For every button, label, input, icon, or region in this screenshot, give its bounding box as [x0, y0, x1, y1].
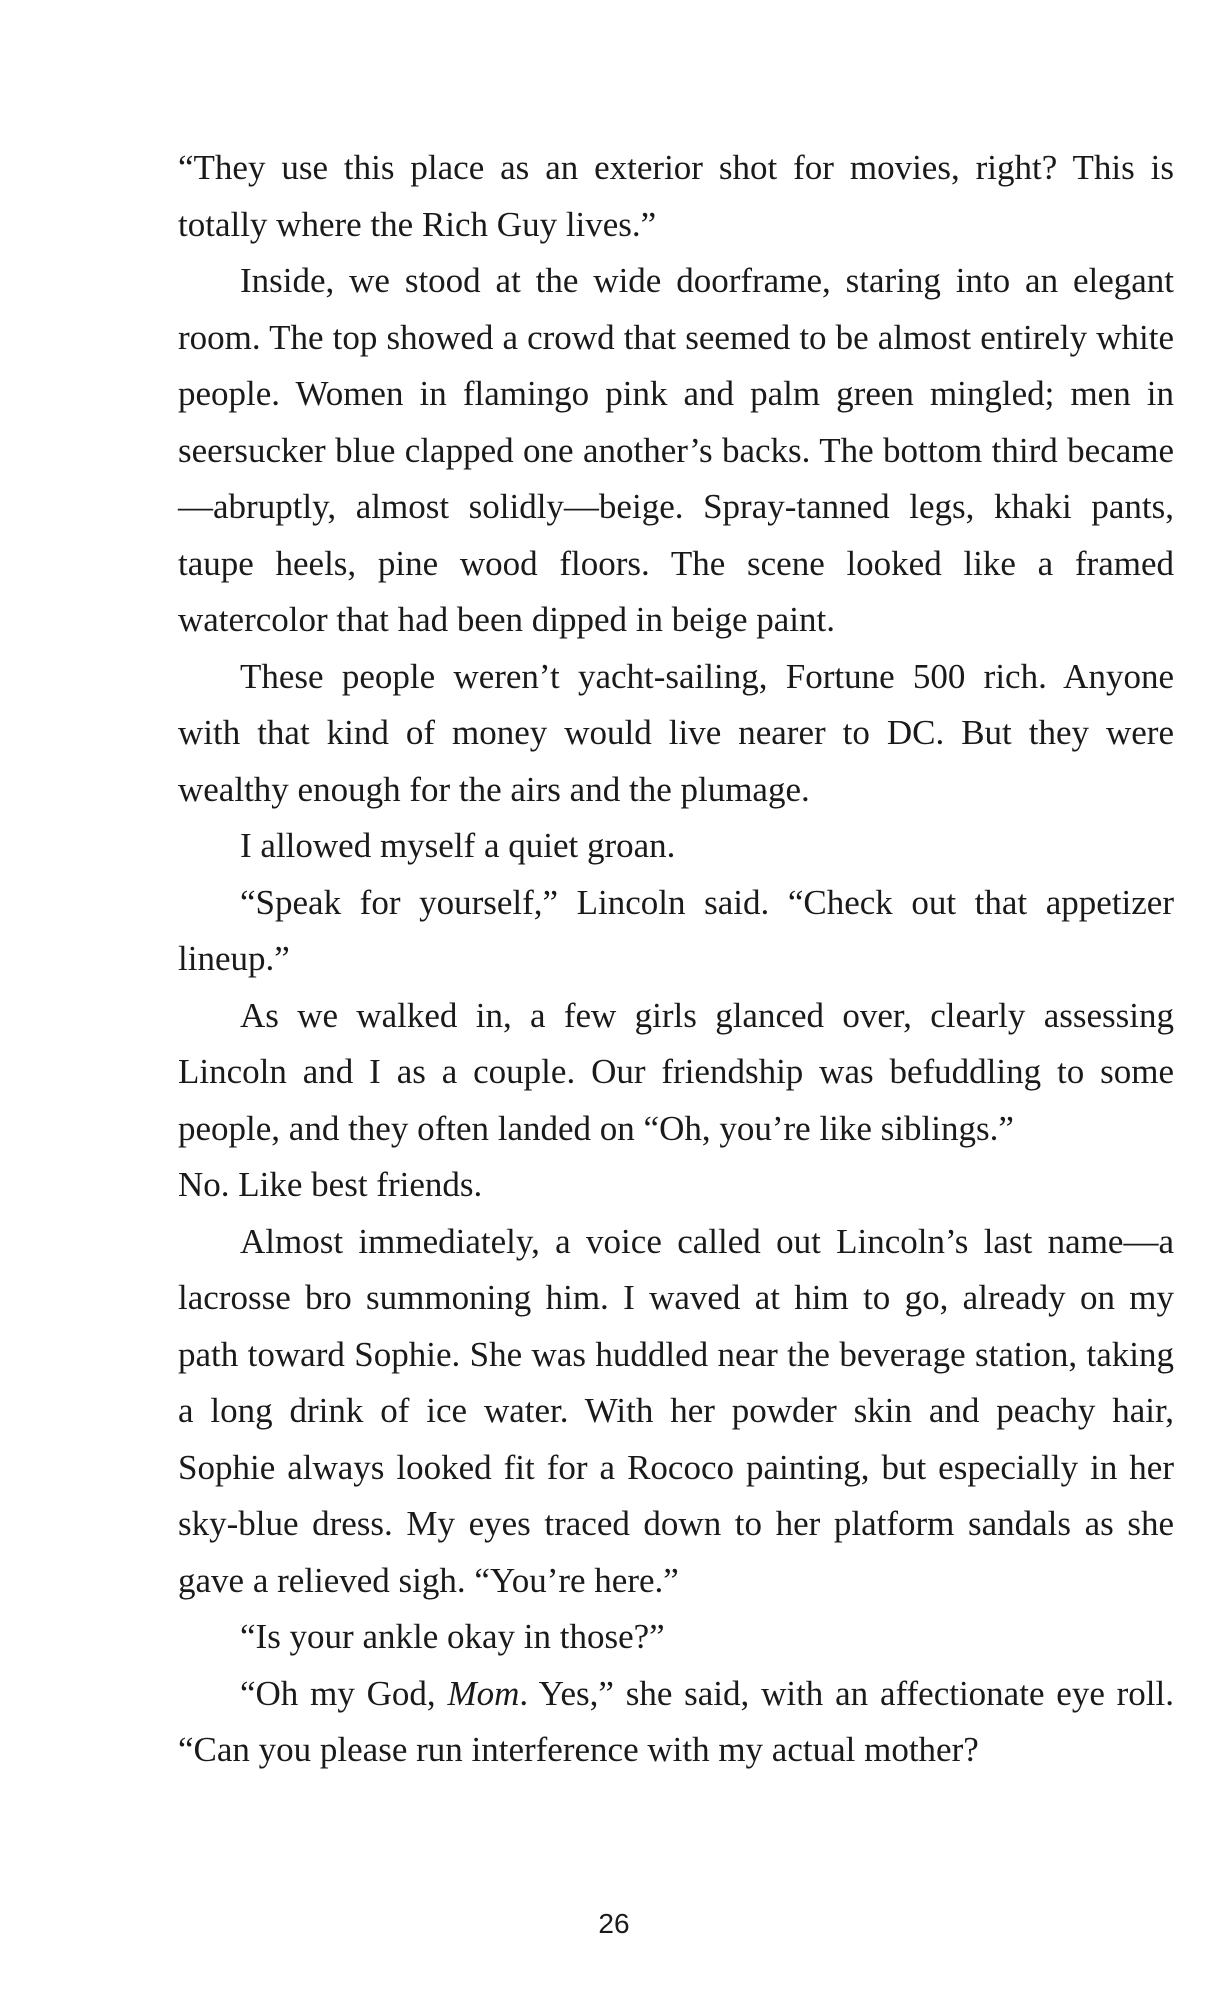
paragraph-4: I allowed myself a quiet groan. [240, 826, 676, 865]
paragraph-8: Almost immediately, a voice called out Lincoln’s last name—a lacrosse bro summoning him. I waved at him to go, already on my path toward Sophie. She was huddled near the beverage station, taking a long drink of ice water. With her powder skin and peachy hair, Sophie always looked fit for a Rococo painting, but especially in her sky-blue dress. My eyes traced down to her platform sandals as she gave a relieved sigh. “You’re here.” [178, 1221, 1174, 1600]
paragraph-10-emphasis: Mom [447, 1673, 520, 1713]
paragraph-5: “Speak for yourself,” Lincoln said. “Check out that appetizer lineup.” [178, 882, 1174, 978]
paragraph-9: “Is your ankle okay in those?” [240, 1617, 665, 1656]
paragraph-10-end: . Yes,” she said, with an affectionate eye roll. “Can you please run interference with my actual mother? [178, 1673, 1175, 1769]
paragraph-2: Inside, we stood at the wide doorframe, staring into an elegant room. The top showed a crowd that seemed to be almost entirely white people. Women in flamingo pink and palm green mingled; men in seersucker blue clapped one another’s backs. The bottom third became—abruptly, almost solidly—beige. Spray-tanned legs, khaki pants, taupe heels, pine wood floors. The scene looked like a framed watercolor that had been dipped in beige paint. [178, 261, 1174, 639]
paragraph-1: “They use this place as an exterior shot for movies, right? This is totally where the Rich Guy lives.” [178, 148, 1174, 244]
body-text [178, 140, 1174, 1779]
paragraph-6: As we walked in, a few girls glanced over, clearly assessing Lincoln and I as a couple. Our friendship was befuddling to some people, and they often landed on “Oh, you’re like siblings.” [178, 995, 1174, 1148]
paragraph-10-start: “Oh my God, [240, 1673, 448, 1713]
paragraph-3: These people weren’t yacht-sailing, Fortune 500 rich. Anyone with that kind of money would live nearer to DC. But they were wealthy enough for the airs and the plumage. [178, 656, 1174, 809]
paragraph-10 [178, 1666, 1174, 1779]
page-number: 26 [598, 1908, 630, 1939]
paragraph-7: No. Like best friends. [178, 1165, 483, 1204]
